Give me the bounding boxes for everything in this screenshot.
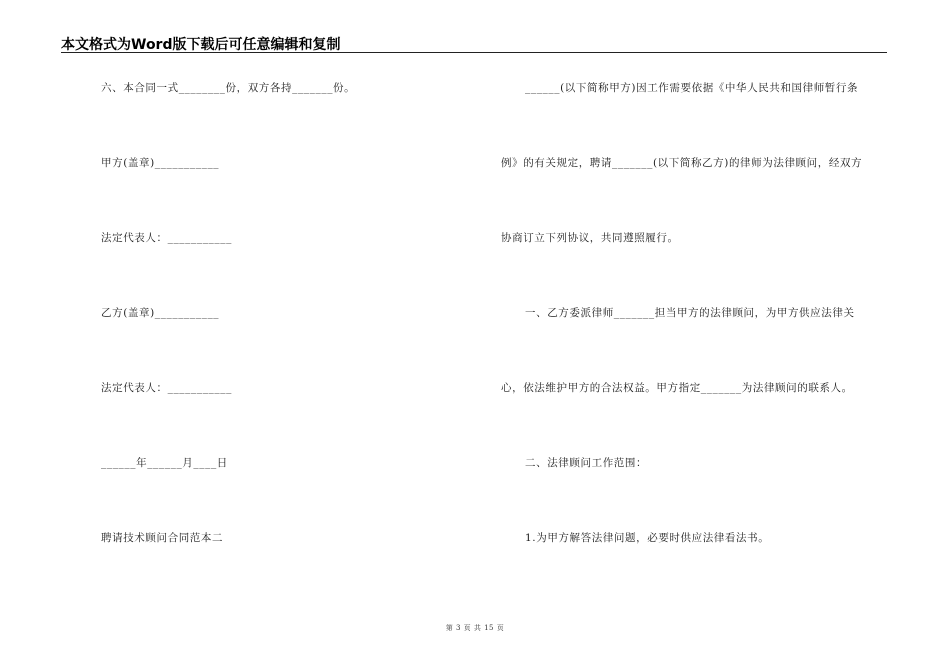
clause-one-line-1: 一、乙方委派律师_______担当甲方的法律顾问，为甲方供应法律关	[525, 307, 855, 319]
clause-two-item-1: 1.为甲方解答法律问题，必要时供应法律看法书。	[525, 532, 770, 544]
party-b-representative: 法定代表人：___________	[101, 382, 232, 394]
intro-paragraph-line-3: 协商订立下列协议，共同遵照履行。	[501, 232, 679, 244]
signing-date: ______年______月____日	[101, 457, 228, 469]
intro-paragraph-line-1: ______(以下简称甲方)因工作需要依据《中华人民共和国律师暂行条	[525, 82, 859, 94]
header-divider	[61, 52, 887, 53]
paragraph-copies: 六、本合同一式________份，双方各持_______份。	[101, 82, 356, 94]
document-header-title: 本文格式为Word版下载后可任意编辑和复制	[61, 37, 341, 53]
intro-paragraph-line-2: 例》的有关规定，聘请_______(以下简称乙方)的律师为法律顾问，经双方	[501, 157, 863, 169]
party-a-representative: 法定代表人：___________	[101, 232, 232, 244]
clause-one-line-2: 心，依法维护甲方的合法权益。甲方指定_______为法律顾问的联系人。	[501, 382, 853, 394]
party-a-seal: 甲方(盖章)___________	[101, 157, 220, 169]
section-title: 聘请技术顾问合同范本二	[101, 532, 224, 544]
clause-two-heading: 二、法律顾问工作范围：	[525, 457, 648, 469]
page-number: 第 3 页 共 15 页	[445, 624, 505, 632]
party-b-seal: 乙方(盖章)___________	[101, 307, 220, 319]
